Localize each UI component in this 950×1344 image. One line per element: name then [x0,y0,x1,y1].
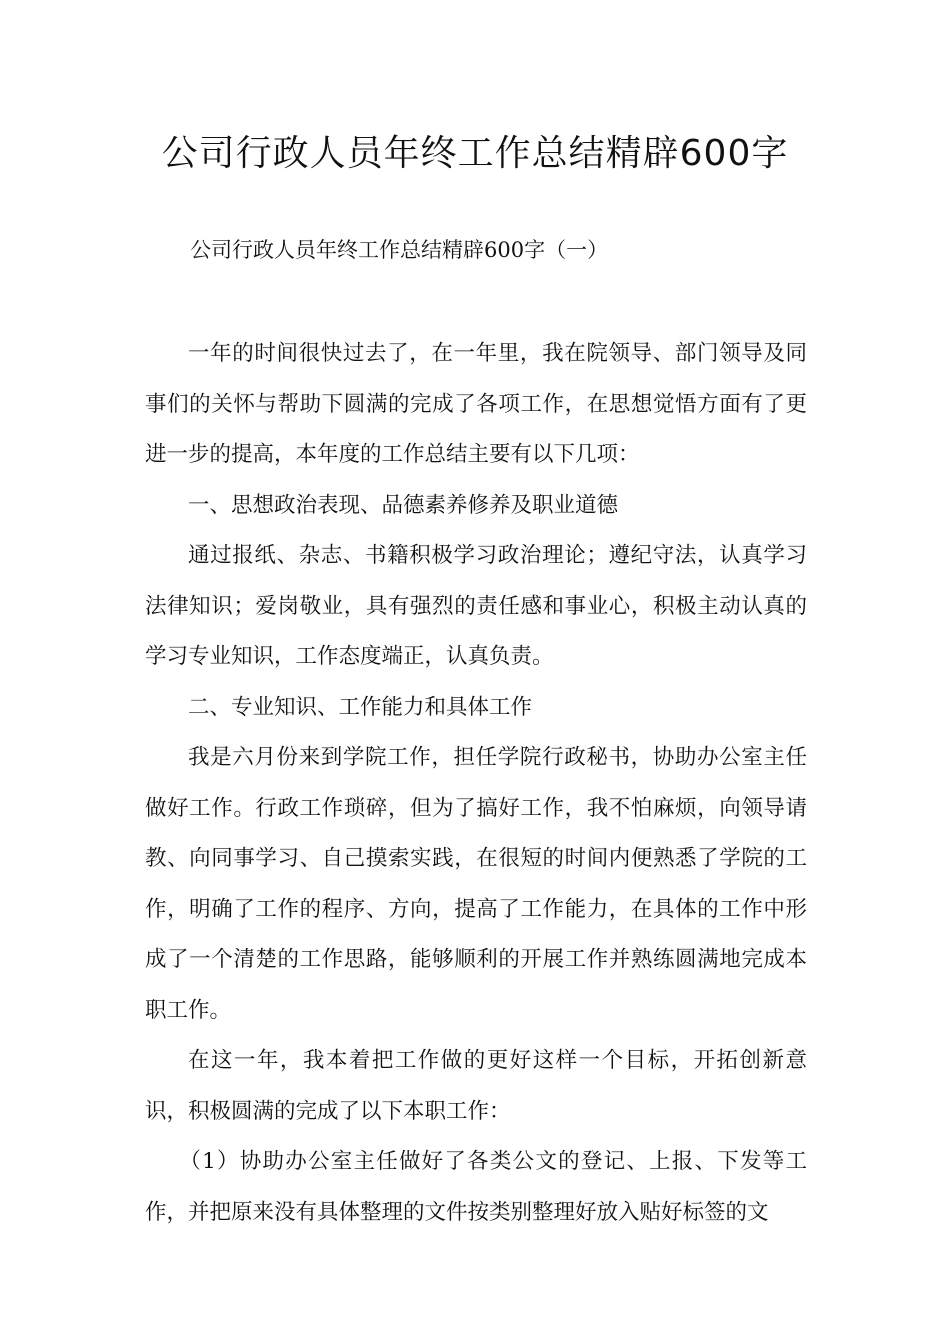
document-title: 公司行政人员年终工作总结精辟600字 [161,133,789,174]
paragraph-intro: 一年的时间很快过去了，在一年里，我在院领导、部门领导及同事们的关怀与帮助下圆满的完成了各项工作，在思想觉悟方面有了更进一步的提高，本年度的工作总结主要有以下几项： [145,341,807,467]
section-heading-2: 二、专业知识、工作能力和具体工作 [188,694,533,720]
section-heading-1: 一、思想政治表现、品德素养修养及职业道德 [188,492,619,518]
document-subtitle: 公司行政人员年终工作总结精辟600字（一） [190,238,609,262]
paragraph-section-2: 我是六月份来到学院工作，担任学院行政秘书，协助办公室主任做好工作。行政工作琐碎，但为了搞好工作，我不怕麻烦，向领导请教、向同事学习、自己摸索实践，在很短的时间内便熟悉了学院的工作，明确了工作的程序、方向，提高了工作能力，在具体的工作中形成了一个清楚的工作思路，能够顺利的开展工作并熟练圆满地完成本职工作。 [145,745,807,1023]
paragraph-this-year: 在这一年，我本着把工作做的更好这样一个目标，开拓创新意识，积极圆满的完成了以下本职工作： [145,1048,807,1124]
document-body [145,329,807,1238]
paragraph-section-1: 通过报纸、杂志、书籍积极学习政治理论；遵纪守法，认真学习法律知识；爱岗敬业，具有强烈的责任感和事业心，积极主动认真的学习专业知识，工作态度端正，认真负责。 [145,543,807,669]
paragraph-item-1: （1）协助办公室主任做好了各类公文的登记、上报、下发等工作，并把原来没有具体整理的文件按类别整理好放入贴好标签的文 [145,1149,807,1225]
